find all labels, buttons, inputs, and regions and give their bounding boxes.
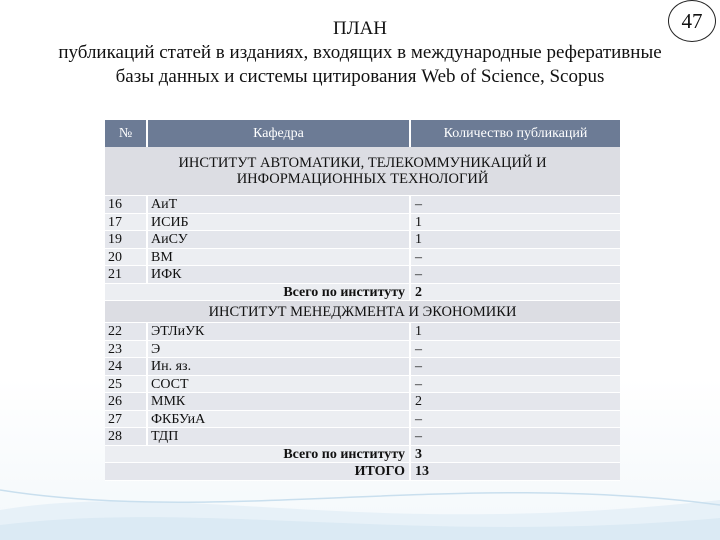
- row-num: 24: [105, 358, 148, 375]
- row-count: –: [411, 358, 620, 375]
- page-number: 47: [681, 8, 703, 33]
- row-dept: ИСИБ: [148, 214, 411, 231]
- row-dept: АиТ: [148, 196, 411, 213]
- row-count: –: [411, 196, 620, 213]
- table-row: [105, 196, 620, 214]
- row-num: 25: [105, 376, 148, 393]
- table-row: [105, 266, 620, 284]
- title-line-3: базы данных и системы цитирования Web of Science, Scopus: [115, 66, 605, 87]
- section-heading: ИНСТИТУТ МЕНЕДЖМЕНТА И ЭКОНОМИКИ: [105, 301, 620, 323]
- row-dept: ММК: [148, 393, 411, 410]
- row-dept: СОСТ: [148, 376, 411, 393]
- institute-total-row: [105, 284, 620, 302]
- section-heading: ИНСТИТУТ АВТОМАТИКИ, ТЕЛЕКОММУНИКАЦИЙ И ИНФОРМАЦИОННЫХ ТЕХНОЛОГИЙ: [105, 147, 620, 196]
- row-dept: ФКБУиА: [148, 411, 411, 428]
- page-title: [20, 17, 700, 89]
- row-count: –: [411, 266, 620, 283]
- row-num: 21: [105, 266, 148, 283]
- title-line-2: публикаций статей в изданиях, входящих в международные реферативные: [58, 42, 662, 63]
- table-row: [105, 393, 620, 411]
- row-count: 1: [411, 231, 620, 248]
- row-dept: ТДП: [148, 428, 411, 445]
- row-count: 1: [411, 214, 620, 231]
- row-dept: ЭТЛиУК: [148, 323, 411, 340]
- table-row: [105, 428, 620, 446]
- row-num: 16: [105, 196, 148, 213]
- row-num: 23: [105, 341, 148, 358]
- grand-total-value: 13: [411, 463, 620, 480]
- table-header: [105, 120, 620, 147]
- grand-total-label: ИТОГО: [148, 463, 411, 480]
- row-count: 2: [411, 393, 620, 410]
- row-dept: Э: [148, 341, 411, 358]
- table-row: [105, 358, 620, 376]
- row-num: 28: [105, 428, 148, 445]
- table-row: [105, 214, 620, 232]
- row-num-empty: [105, 463, 148, 480]
- row-count: –: [411, 411, 620, 428]
- total-value: 3: [411, 446, 620, 463]
- decorative-waves: [0, 470, 720, 540]
- row-num-empty: [105, 284, 148, 301]
- header-count: Количество публикаций: [411, 120, 620, 147]
- row-count: –: [411, 428, 620, 445]
- table-row: [105, 231, 620, 249]
- total-label: Всего по институту: [148, 446, 411, 463]
- row-num: 26: [105, 393, 148, 410]
- institute-total-row: [105, 446, 620, 464]
- table-row: [105, 376, 620, 394]
- title-line-1: ПЛАН: [332, 18, 388, 39]
- row-count: –: [411, 376, 620, 393]
- row-num-empty: [105, 446, 148, 463]
- row-num: 19: [105, 231, 148, 248]
- table-row: [105, 249, 620, 267]
- publications-table: [105, 120, 620, 481]
- row-num: 27: [105, 411, 148, 428]
- row-num: 22: [105, 323, 148, 340]
- table-row: [105, 411, 620, 429]
- header-num: №: [105, 120, 148, 147]
- grand-total-row: [105, 463, 620, 481]
- row-dept: ВМ: [148, 249, 411, 266]
- row-dept: Ин. яз.: [148, 358, 411, 375]
- row-num: 17: [105, 214, 148, 231]
- row-count: –: [411, 249, 620, 266]
- row-num: 20: [105, 249, 148, 266]
- header-dept: Кафедра: [148, 120, 411, 147]
- table-row: [105, 323, 620, 341]
- total-value: 2: [411, 284, 620, 301]
- total-label: Всего по институту: [148, 284, 411, 301]
- row-dept: АиСУ: [148, 231, 411, 248]
- table-row: [105, 341, 620, 359]
- row-dept: ИФК: [148, 266, 411, 283]
- row-count: –: [411, 341, 620, 358]
- row-count: 1: [411, 323, 620, 340]
